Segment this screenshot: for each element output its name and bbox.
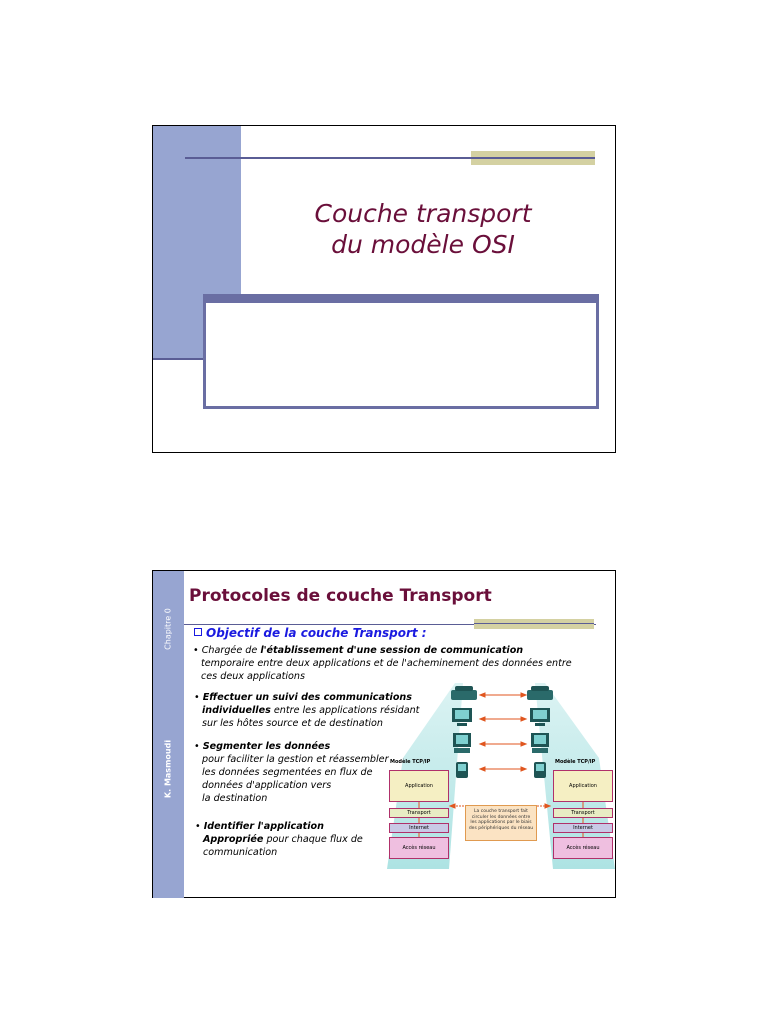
- computer-icon: [529, 707, 551, 727]
- right-access-layer: Accès réseau: [553, 837, 613, 859]
- left-model-title: Modèle TCP/IP: [390, 759, 431, 765]
- subtitle-box: [203, 294, 599, 409]
- slide-heading: Protocoles de couche Transport: [189, 586, 492, 606]
- slide-title: [152, 125, 616, 453]
- pda-icon: [533, 761, 547, 779]
- telephone-icon: [525, 685, 555, 701]
- accent-bar: [474, 619, 594, 629]
- right-model-title: Modèle TCP/IP: [555, 759, 596, 765]
- title-line-1: Couche transport: [314, 199, 532, 228]
- left-application-layer: Application: [389, 770, 449, 802]
- computer-icon: [529, 732, 551, 754]
- right-application-layer: Application: [553, 770, 613, 802]
- title-line-2: du modèle OSI: [331, 230, 515, 259]
- right-transport-layer: Transport: [553, 808, 613, 818]
- transport-note: La couche transport fait circuler les données entre les applications par le biais des périphériques du réseau: [465, 805, 537, 841]
- left-internet-layer: Internet: [389, 823, 449, 833]
- pda-icon: [455, 761, 469, 779]
- left-transport-layer: Transport: [389, 808, 449, 818]
- bullet-tracking: • Effectuer un suivi des communications individuelles entre les applications résidant sur les hôtes source et de destination: [194, 692, 420, 729]
- objective-heading: Objectif de la couche Transport :: [194, 626, 427, 640]
- accent-bar: [471, 151, 595, 165]
- transport-layer-diagram: [385, 683, 617, 869]
- right-internet-layer: Internet: [553, 823, 613, 833]
- bullet-segment: • Segmenter les données pour faciliter la gestion et réassembler les données segmentées en flux de données d'application vers la destination: [194, 741, 389, 804]
- checkbox-bullet-icon: [194, 628, 202, 636]
- bullet-session: • Chargée de l'établissement d'une session de communication temporaire entre deux applications et de l'acheminement des données entre ces deux applications: [193, 645, 572, 682]
- left-access-layer: Accès réseau: [389, 837, 449, 859]
- computer-icon: [451, 707, 473, 727]
- bullet-identify-app: • Identifier l'application Appropriée pour chaque flux de communication: [195, 821, 363, 858]
- slide-title-text: [293, 198, 553, 260]
- computer-icon: [451, 732, 473, 754]
- slide-transport-protocols: Chapitre 0 K. Masmoudi Protocoles de couche Transport Objectif de la couche Transport : • Chargée de l'établissement d'une session de communication temporaire entre deux applications et de l'acheminement des données entre ces deux applications • Effectuer un suivi des communications individuelles entre les applications résidant sur les hôtes source et de destination • Segmenter les données pour faciliter la gestion et réassembler les données segmentées en flux de données d'application vers la destination • Identifier l'application Appropriée pour chaque flux de communication Modèle TCP/IP Application Transport Internet Accès réseau Modèle TCP/IP Application Transport Internet Accès réseau La couche transport fait circuler les données entre les applications par le biais des périphériques du réseau: [152, 570, 616, 898]
- telephone-icon: [449, 685, 479, 701]
